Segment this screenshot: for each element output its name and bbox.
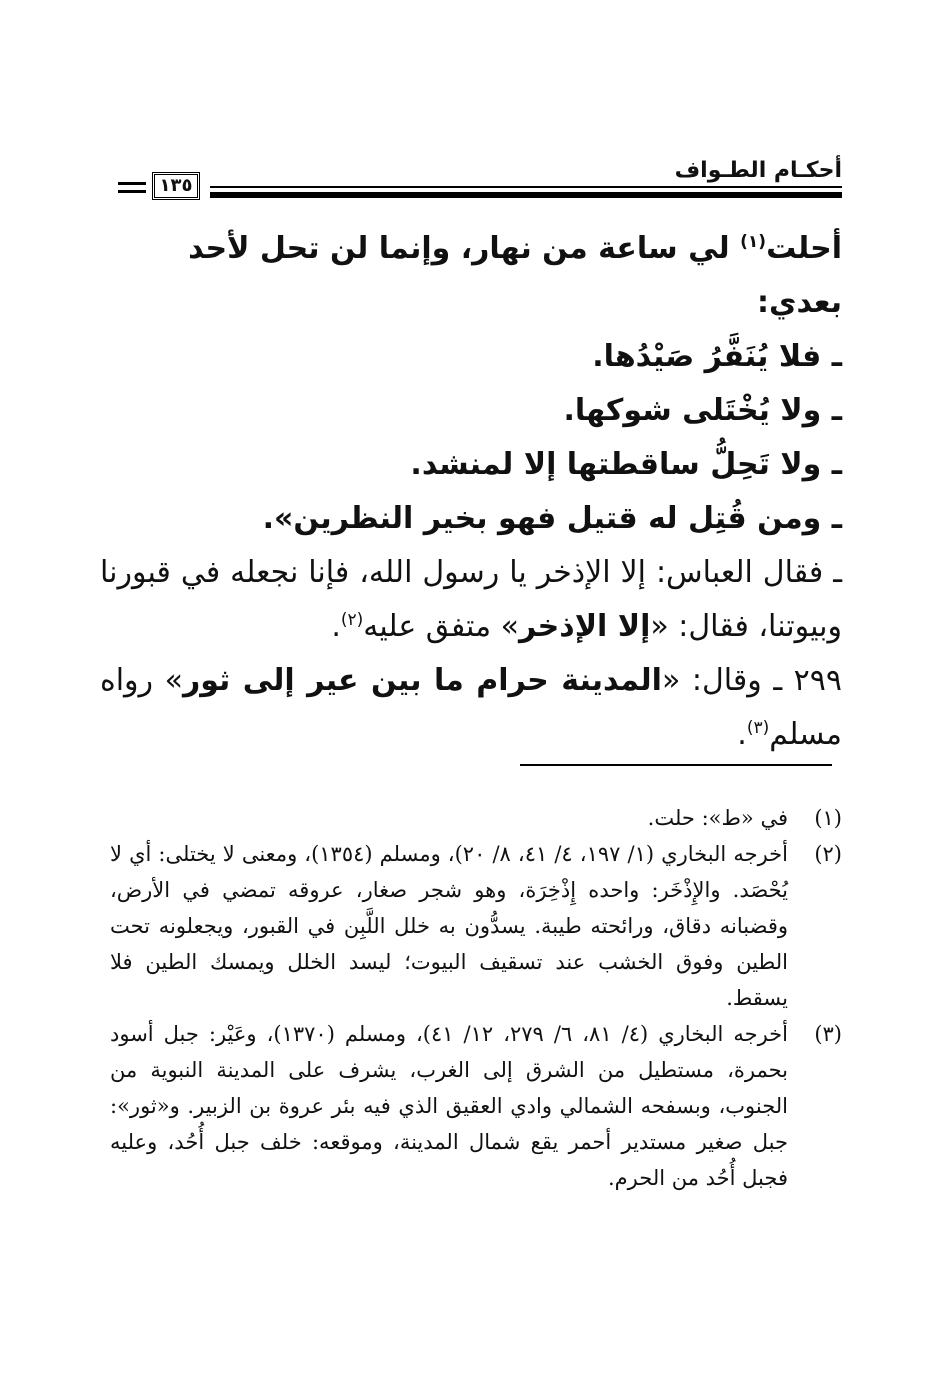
footnote-text: في «ط»: حلت. — [647, 806, 788, 830]
running-header-title: أحكـام الطـواف — [674, 158, 842, 183]
footnote-number: (٢) — [814, 842, 842, 866]
text-segment: وقال: « — [661, 663, 774, 698]
list-item: ـ ولا يُخْتَلى شوكها. — [563, 393, 842, 428]
footnote-number: (٣) — [814, 1022, 842, 1046]
footnote-number: (١) — [814, 806, 842, 830]
opening-line — [100, 222, 842, 330]
footnote-text: أخرجه البخاري (١/ ١٩٧، ٤/ ٤١، ٨/ ٢٠)، ومسلم (١٣٥٤)، ومعنى لا يختلى: أي لا يُحْصَد. والإِذْخَر: واحده إِذْخِرَة، وهو شجر صغار، عروقه تمضي في الأرض، وقضبانه دقاق، ورائحته طيبة. يسدُّون به خلل اللَّبِن في القبور، ويجعلونه تحت الطين وفوق الخشب عند تسقيف البيوت؛ ليسد الخلل ويمسك الطين فلا يسقط. — [110, 842, 788, 1010]
list-item: ـ فلا يُنَفَّرُ صَيْدُها. — [592, 339, 842, 374]
list-item: ـ ولا تَحِلُّ ساقطتها إلا لمنشد. — [410, 447, 842, 482]
page-number-rule-bottom — [118, 190, 146, 193]
footnote — [110, 1016, 842, 1196]
footnote — [110, 836, 842, 1016]
footnote-ref-3: (٣) — [746, 718, 770, 738]
text-segment: » متفق عليه — [363, 609, 520, 644]
main-text — [100, 222, 842, 762]
text-segment: أحلت — [766, 231, 842, 266]
page-number-rule-top — [118, 182, 146, 185]
text-segment: إلا الإذخر — [519, 609, 651, 644]
list-item — [100, 546, 842, 654]
footnote-text: أخرجه البخاري (٤/ ٨١، ٦/ ٢٧٩، ١٢/ ٤١)، ومسلم (١٣٧٠)، وعَيْر: جبل أسود بحمرة، مستطيل من الشرق إلى الغرب، يشرف على المدينة النبوية من الجنوب، وبسفحه الشمالي وادي العقيق الذي فيه بئر عروة بن الزبير. و«ثور»: جبل صغير مستدير أحمر يقع شمال المدينة، وموقعه: خلف جبل أُحُد، وعليه فجبل أُحُد من الحرم. — [110, 1022, 788, 1190]
text-segment: . — [737, 717, 747, 752]
text-segment: » رواه مسلم — [100, 663, 842, 752]
footnote-separator — [520, 764, 832, 766]
text-segment: المدينة حرام ما بين عير إلى ثور — [182, 663, 662, 698]
text-segment: . — [331, 609, 341, 644]
footnote — [110, 800, 842, 836]
list-item: ـ ومن قُتِل له قتيل فهو بخير النظرين». — [262, 501, 842, 536]
header-rule-thin — [210, 186, 842, 188]
page-number: ١٣٥ — [152, 172, 200, 200]
hadith-paragraph — [100, 654, 842, 762]
footnotes — [110, 800, 842, 1196]
header-rule-thick — [210, 192, 842, 198]
footnote-ref-2: (٢) — [340, 610, 364, 630]
footnote-ref-1: (١) — [740, 232, 767, 252]
hadith-number: ٢٩٩ ـ — [773, 663, 843, 698]
text-segment: ـ فقال العباس: إلا الإذخر يا رسول الله، فإنا نجعله في قبورنا وبيوتنا، فقال: « — [100, 555, 842, 644]
text-segment: لي ساعة من نهار، وإنما لن تحل لأحد بعدي: — [188, 231, 842, 320]
